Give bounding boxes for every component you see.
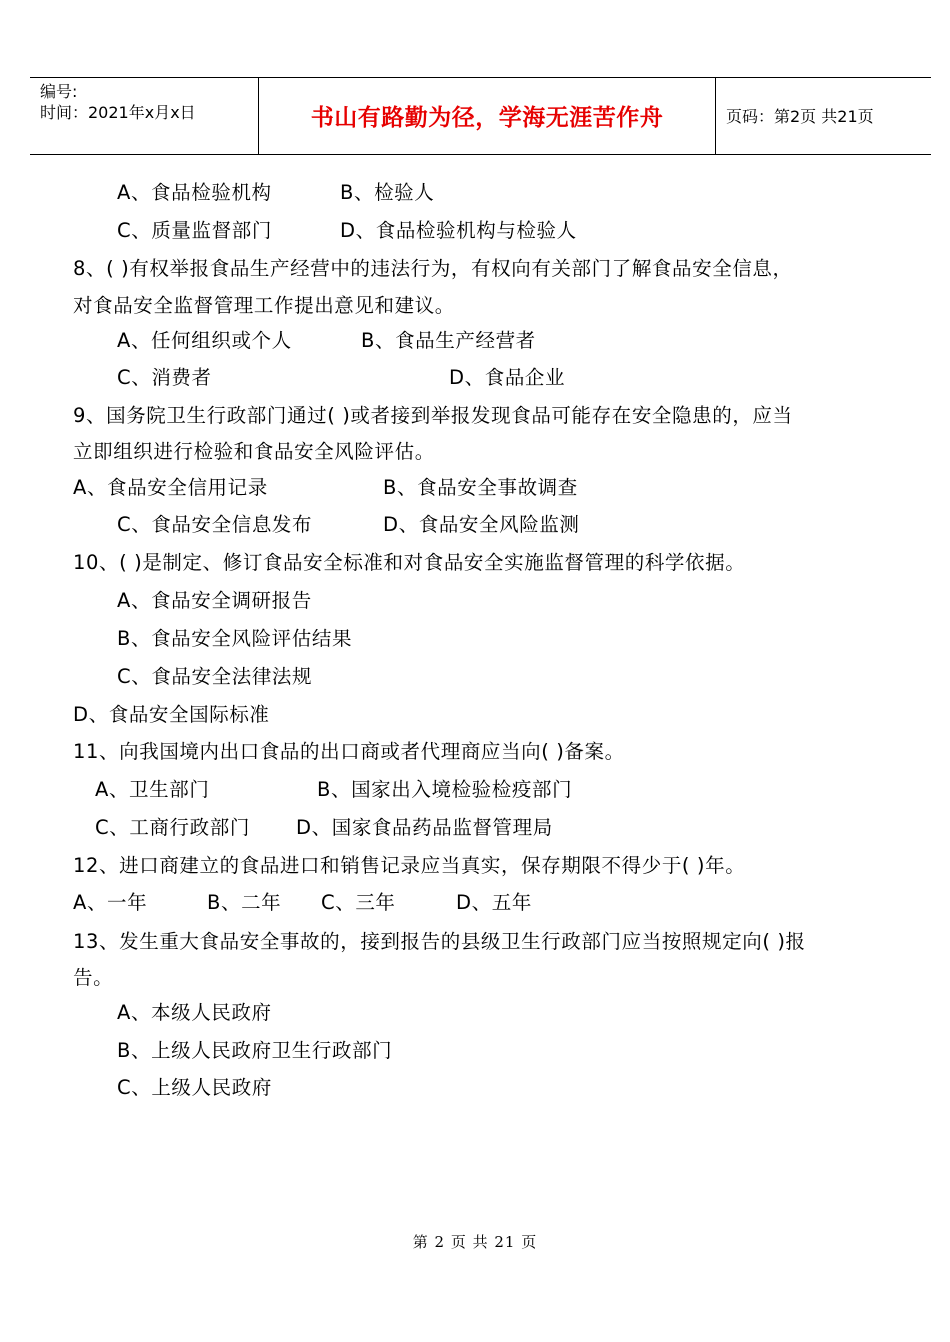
- q7-option-b: B、检验人: [340, 181, 435, 204]
- q13-text-line-2: 告。: [73, 966, 114, 989]
- page-footer-number: 第 2 页 共 21 页: [412, 1233, 538, 1251]
- q9-option-c: C、食品安全信息发布: [117, 513, 313, 536]
- header-motto: 书山有路勤为径，学海无涯苦作舟: [310, 105, 664, 131]
- document-code-label: 编号:: [40, 82, 78, 101]
- q12-option-b: B、二年: [207, 891, 282, 914]
- q13-option-c: C、上级人民政府: [117, 1076, 272, 1099]
- q8-text-line-1: 8、( )有权举报食品生产经营中的违法行为，有权向有关部门了解食品安全信息，: [73, 257, 793, 280]
- q11-option-a: A、卫生部门: [95, 778, 210, 801]
- q10-option-d: D、食品安全国际标准: [73, 703, 270, 726]
- q7-option-c: C、质量监督部门: [117, 219, 272, 242]
- header-page-number: 页码：第2页 共21页: [726, 107, 874, 126]
- q10-option-a: A、食品安全调研报告: [117, 589, 312, 612]
- q7-option-a: A、食品检验机构: [117, 181, 272, 204]
- q13-option-b: B、上级人民政府卫生行政部门: [117, 1039, 393, 1062]
- q11-option-b: B、国家出入境检验检疫部门: [317, 778, 573, 801]
- q9-text-line-2: 立即组织进行检验和食品安全风险评估。: [73, 440, 435, 463]
- q10-option-c: C、食品安全法律法规: [117, 665, 313, 688]
- q8-option-b: B、食品生产经营者: [361, 329, 536, 352]
- q7-option-d: D、食品检验机构与检验人: [340, 219, 577, 242]
- q12-option-d: D、五年: [456, 891, 532, 914]
- q13-text-line-1: 13、发生重大食品安全事故的，接到报告的县级卫生行政部门应当按照规定向( )报: [73, 930, 806, 953]
- q9-text-line-1: 9、国务院卫生行政部门通过( )或者接到举报发现食品可能存在安全隐患的，应当: [73, 404, 793, 427]
- document-time-label: 时间：2021年x月x日: [40, 103, 196, 122]
- q11-option-d: D、国家食品药品监督管理局: [296, 816, 553, 839]
- header-motto-cell: [259, 78, 716, 154]
- page-header: [30, 77, 931, 155]
- q12-option-c: C、三年: [321, 891, 396, 914]
- q12-text-line-1: 12、进口商建立的食品进口和销售记录应当真实，保存期限不得少于( )年。: [73, 854, 746, 877]
- q9-option-a: A、食品安全信用记录: [73, 476, 268, 499]
- q8-option-c: C、消费者: [117, 366, 212, 389]
- q8-text-line-2: 对食品安全监督管理工作提出意见和建议。: [73, 294, 455, 317]
- q8-option-a: A、任何组织或个人: [117, 329, 292, 352]
- q11-text-line-1: 11、向我国境内出口食品的出口商或者代理商应当向( )备案。: [73, 740, 625, 763]
- q12-option-a: A、一年: [73, 891, 148, 914]
- q9-option-d: D、食品安全风险监测: [383, 513, 580, 536]
- q9-option-b: B、食品安全事故调查: [383, 476, 578, 499]
- header-page-cell: [716, 78, 931, 154]
- header-info-cell: [30, 78, 259, 154]
- q8-option-d: D、食品企业: [449, 366, 566, 389]
- q13-option-a: A、本级人民政府: [117, 1001, 272, 1024]
- q11-option-c: C、工商行政部门: [95, 816, 250, 839]
- q10-option-b: B、食品安全风险评估结果: [117, 627, 353, 650]
- q10-text-line-1: 10、( )是制定、修订食品安全标准和对食品安全实施监督管理的科学依据。: [73, 551, 746, 574]
